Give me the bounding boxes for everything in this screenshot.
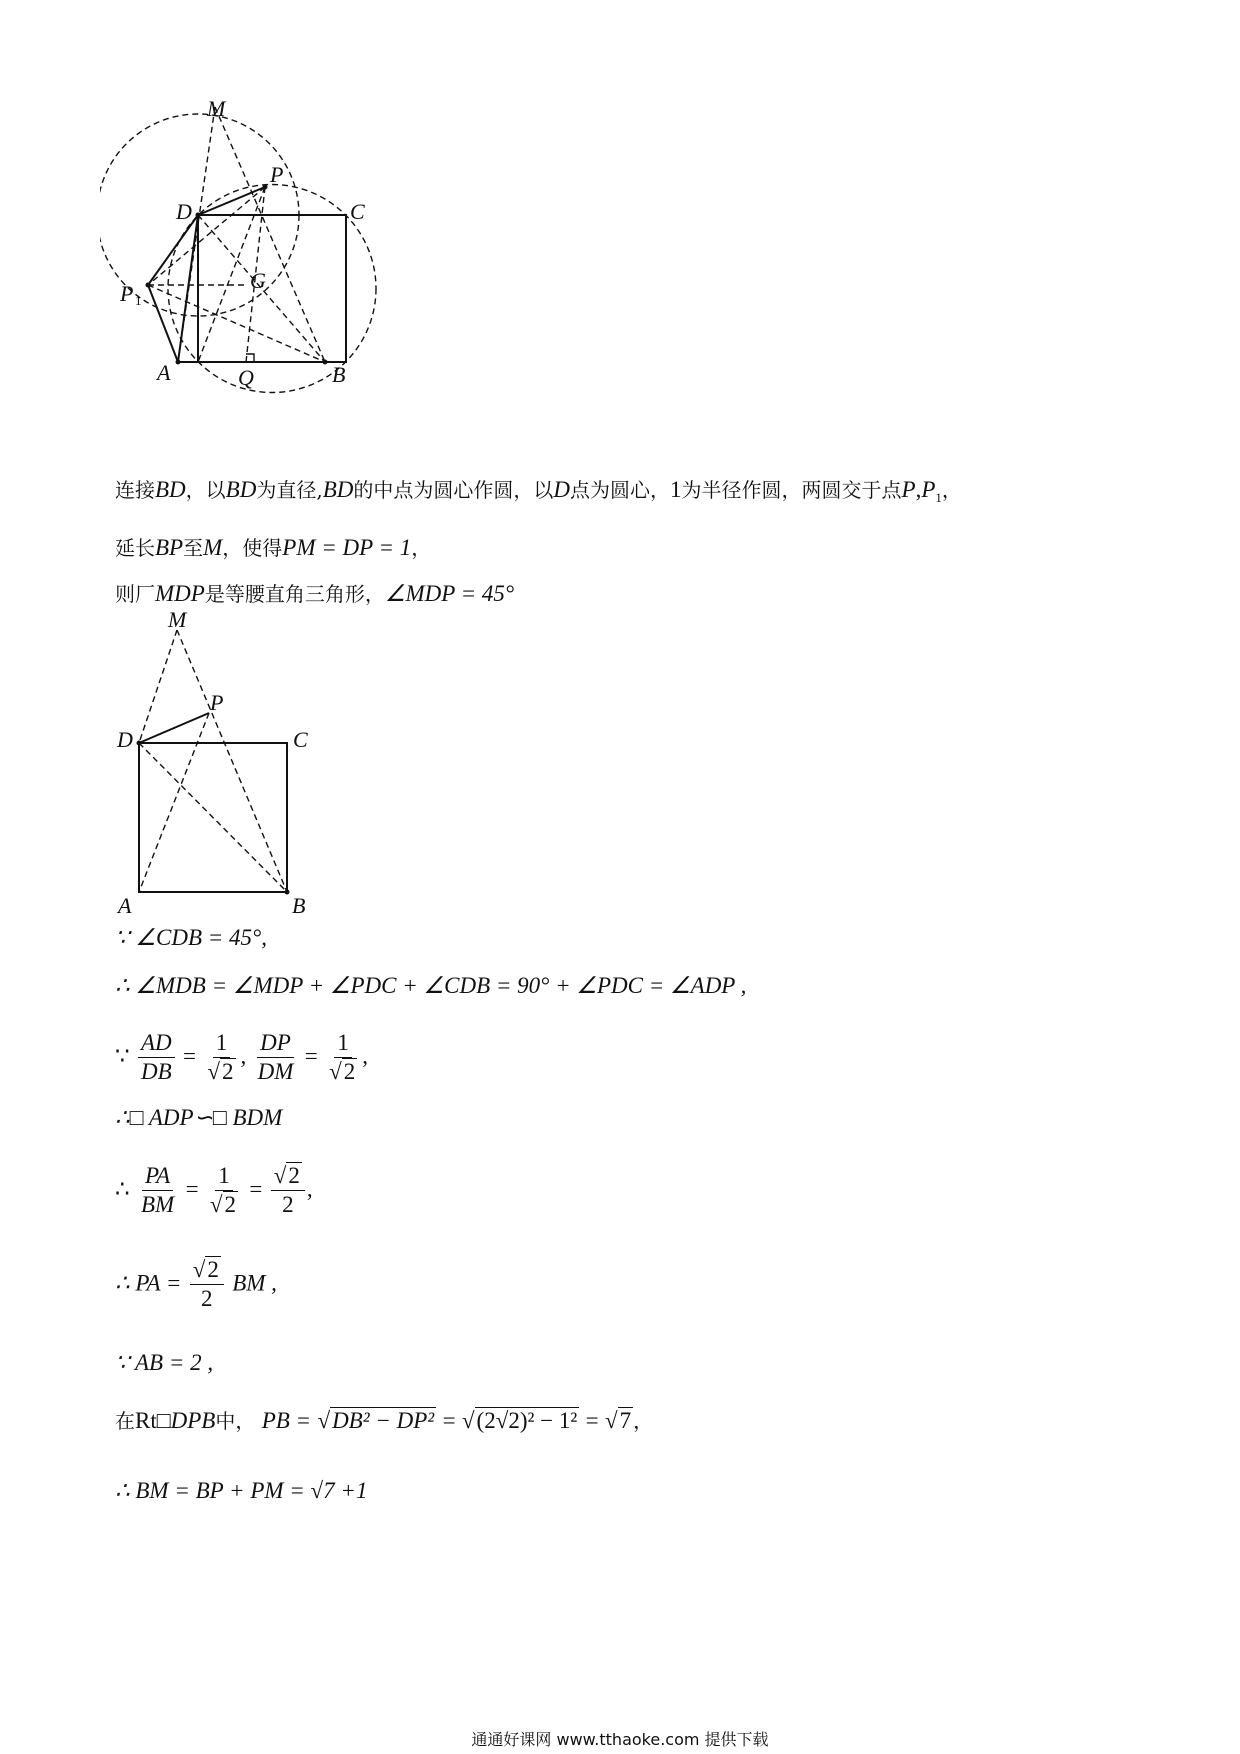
step-6: ∴ PA = $\frac{√2}{2}$ BM ,	[115, 1257, 277, 1312]
step-4: ∴□ ADP∽□ BDM	[115, 1105, 283, 1130]
label-c: C	[350, 199, 365, 224]
label-g: G	[250, 268, 266, 293]
label-p-2: P	[210, 690, 224, 715]
line-db-2	[139, 743, 287, 892]
label-p1: P	[120, 281, 134, 306]
footer-source: 通通好课网 www.tthaoke.com 提供下载	[471, 1730, 769, 1749]
label-m-2: M	[168, 610, 187, 632]
text-line-3: 则厂MDP是等腰直角三角形，∠MDP = 45°	[115, 581, 515, 606]
step-3: ∵ $\frac{AD}{DB}$ = $\frac{1}{√2}$ , $\frac{DP}{DM}$ = $\frac{1}{√2}$ ,	[115, 1030, 368, 1085]
label-d: D	[176, 199, 192, 224]
step-2: ∴ ∠MDB = ∠MDP + ∠PDC + ∠CDB = 90° + ∠PDC = ∠ADP ,	[115, 973, 747, 998]
label-a: A	[157, 360, 171, 385]
segment-dp-2	[139, 713, 209, 743]
step-7: ∵ AB = 2 ,	[115, 1350, 214, 1375]
step-1: ∵ ∠CDB = 45°,	[115, 925, 267, 950]
label-a-2: A	[118, 893, 132, 915]
line-pp1	[148, 187, 265, 285]
label-c-2: C	[293, 727, 308, 752]
label-q: Q	[238, 365, 254, 390]
right-angle-mark	[246, 354, 254, 362]
step-9: ∴ BM = BP + PM = √7 +1	[115, 1478, 368, 1503]
step-5: ∴ $\frac{PA}{BM}$ = $\frac{1}{√2}$ = $\frac{√2}{2}$ ,	[115, 1163, 313, 1218]
label-m: M	[207, 96, 226, 121]
step-8: 在Rt□DPB中， PB = √DB² − DP² = √(2√2)² − 1² = √7 ，	[115, 1408, 654, 1433]
line-md	[139, 630, 177, 743]
figure-2-geometry	[100, 610, 330, 915]
label-p: P	[270, 162, 284, 187]
line-mb-2	[177, 630, 287, 892]
label-p1-sub: 1	[135, 293, 142, 308]
text-line-2: 延长BP至M，使得PM = DP = 1，	[115, 535, 432, 560]
line-mb	[215, 107, 325, 362]
label-d-2: D	[117, 727, 133, 752]
label-b-2: B	[292, 893, 306, 915]
label-b: B	[332, 362, 346, 387]
text-line-1: 连接BD，以BD为直径,BD的中点为圆心作圆，以D点为圆心，1为半径作圆，两圆交于点$P,P_1$，	[115, 477, 962, 505]
square-abcd	[198, 215, 346, 362]
figure-1-geometry	[100, 95, 420, 435]
